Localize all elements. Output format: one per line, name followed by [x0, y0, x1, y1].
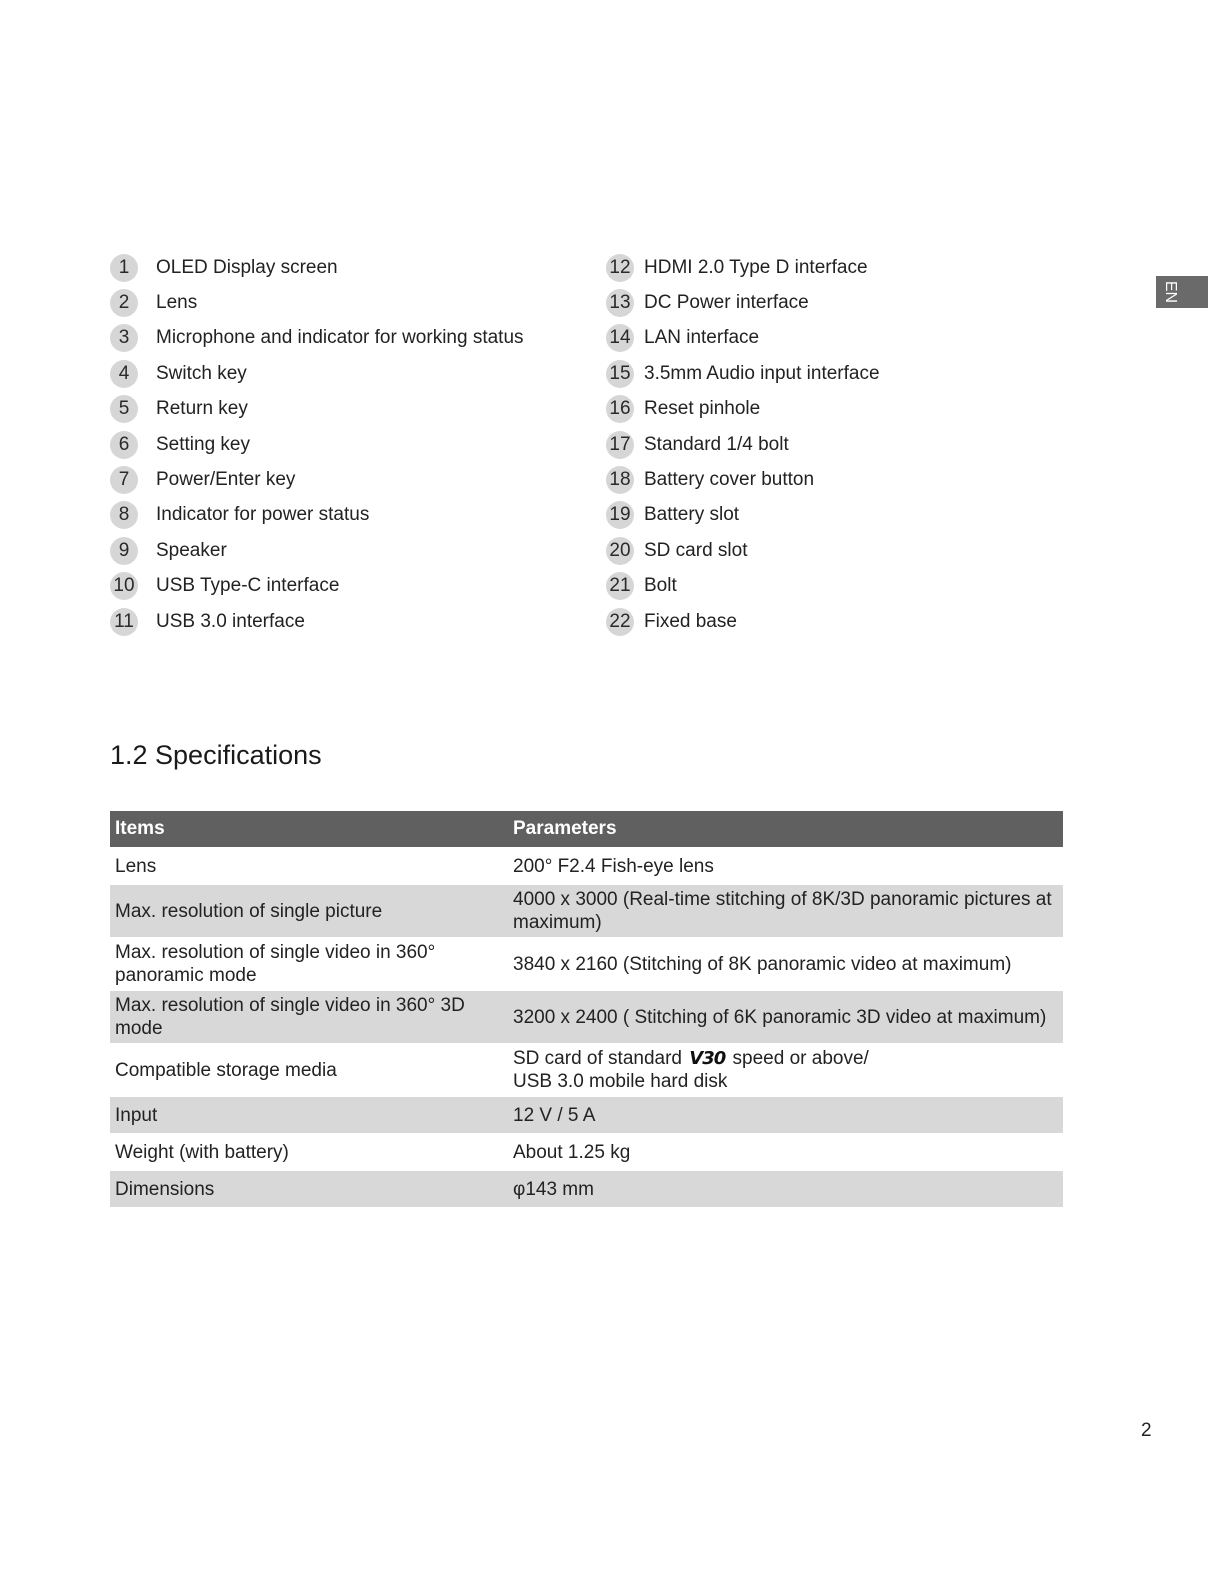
part-label: USB 3.0 interface — [156, 610, 305, 632]
list-item — [110, 321, 580, 356]
spec-item: Compatible storage media — [110, 1044, 508, 1097]
spec-item: Dimensions — [110, 1171, 508, 1208]
table-row — [110, 1134, 1063, 1171]
spec-item: Weight (with battery) — [110, 1134, 508, 1171]
part-label: USB Type-C interface — [156, 575, 340, 597]
number-badge: 13 — [606, 289, 634, 317]
number-badge: 17 — [606, 431, 634, 459]
part-label: Fixed base — [644, 610, 737, 632]
spec-param-suffix: speed or above/ — [732, 1048, 869, 1069]
spec-param — [508, 1044, 1063, 1097]
part-label: Microphone and indicator for working status — [156, 327, 524, 349]
part-label: Battery slot — [644, 504, 740, 526]
spec-param: 12 V / 5 A — [508, 1097, 1063, 1134]
part-label: Power/Enter key — [156, 469, 296, 491]
number-badge: 22 — [606, 608, 634, 636]
part-label: Indicator for power status — [156, 504, 370, 526]
table-row — [110, 938, 1063, 991]
column-header-parameters: Parameters — [508, 811, 1063, 848]
number-badge: 2 — [110, 289, 138, 317]
part-label: 3.5mm Audio input interface — [644, 362, 880, 384]
spec-item: Input — [110, 1097, 508, 1134]
table-row — [110, 1171, 1063, 1208]
list-item — [606, 321, 1086, 356]
number-badge: 5 — [110, 395, 138, 423]
part-label: Battery cover button — [644, 469, 815, 491]
part-label: Setting key — [156, 433, 250, 455]
list-item — [606, 285, 1086, 320]
list-item — [110, 533, 580, 568]
list-item — [606, 462, 1086, 497]
part-label: LAN interface — [644, 327, 760, 349]
list-item — [606, 356, 1086, 391]
list-item — [606, 533, 1086, 568]
column-header-items: Items — [110, 811, 508, 848]
list-item — [110, 356, 580, 391]
part-label: SD card slot — [644, 539, 748, 561]
spec-item: Max. resolution of single video in 360° 3D mode — [110, 991, 508, 1044]
part-label: DC Power interface — [644, 292, 809, 314]
list-item — [110, 569, 580, 604]
v30-speed-class-badge: V30 — [689, 1048, 726, 1069]
list-item — [110, 392, 580, 427]
table-row — [110, 1097, 1063, 1134]
spec-item: Lens — [110, 848, 508, 885]
list-item — [606, 427, 1086, 462]
language-tab — [1156, 276, 1208, 308]
part-label: OLED Display screen — [156, 256, 338, 278]
number-badge: 11 — [110, 608, 138, 636]
number-badge: 1 — [110, 254, 138, 282]
part-label: Bolt — [644, 575, 677, 597]
spec-table — [110, 811, 1063, 1207]
list-item — [606, 498, 1086, 533]
spec-item: Max. resolution of single picture — [110, 885, 508, 938]
number-badge: 4 — [110, 360, 138, 388]
section-title: 1.2 Specifications — [110, 740, 322, 770]
number-badge: 19 — [606, 501, 634, 529]
number-badge: 16 — [606, 395, 634, 423]
table-row — [110, 848, 1063, 885]
spec-param: 200° F2.4 Fish-eye lens — [508, 848, 1063, 885]
number-badge: 18 — [606, 466, 634, 494]
spec-item: Max. resolution of single video in 360° panoramic mode — [110, 938, 508, 991]
number-badge: 9 — [110, 537, 138, 565]
table-row — [110, 1044, 1063, 1097]
list-item — [606, 604, 1086, 639]
parts-list-left — [110, 250, 580, 639]
part-label: Reset pinhole — [644, 398, 761, 420]
number-badge: 15 — [606, 360, 634, 388]
number-badge: 10 — [110, 572, 138, 600]
list-item — [110, 427, 580, 462]
list-item — [606, 250, 1086, 285]
number-badge: 12 — [606, 254, 634, 282]
list-item — [110, 285, 580, 320]
list-item — [606, 569, 1086, 604]
table-row — [110, 991, 1063, 1044]
number-badge: 3 — [110, 324, 138, 352]
number-badge: 7 — [110, 466, 138, 494]
spec-param-line2: USB 3.0 mobile hard disk — [513, 1071, 728, 1092]
number-badge: 14 — [606, 324, 634, 352]
number-badge: 21 — [606, 572, 634, 600]
spec-param: 3840 x 2160 (Stitching of 8K panoramic video at maximum) — [508, 938, 1063, 991]
part-label: Standard 1/4 bolt — [644, 433, 789, 455]
table-header-row — [110, 811, 1063, 848]
part-label: Speaker — [156, 539, 227, 561]
spec-param: φ143 mm — [508, 1171, 1063, 1208]
part-label: Switch key — [156, 362, 247, 384]
spec-param: 3200 x 2400 ( Stitching of 6K panoramic 3D video at maximum) — [508, 991, 1063, 1044]
number-badge: 8 — [110, 501, 138, 529]
spec-param-prefix: SD card of standard — [513, 1048, 682, 1069]
list-item — [110, 462, 580, 497]
part-label: HDMI 2.0 Type D interface — [644, 256, 868, 278]
list-item — [110, 498, 580, 533]
parts-list-right — [606, 250, 1086, 639]
number-badge: 6 — [110, 431, 138, 459]
page-number: 2 — [1141, 1420, 1152, 1441]
spec-param: About 1.25 kg — [508, 1134, 1063, 1171]
list-item — [110, 604, 580, 639]
part-label: Lens — [156, 292, 198, 314]
list-item — [606, 392, 1086, 427]
number-badge: 20 — [606, 537, 634, 565]
list-item — [110, 250, 580, 285]
table-row — [110, 885, 1063, 938]
part-label: Return key — [156, 398, 248, 420]
spec-param: 4000 x 3000 (Real-time stitching of 8K/3D panoramic pictures at maximum) — [508, 885, 1063, 938]
language-tab-label: EN — [1162, 280, 1180, 304]
